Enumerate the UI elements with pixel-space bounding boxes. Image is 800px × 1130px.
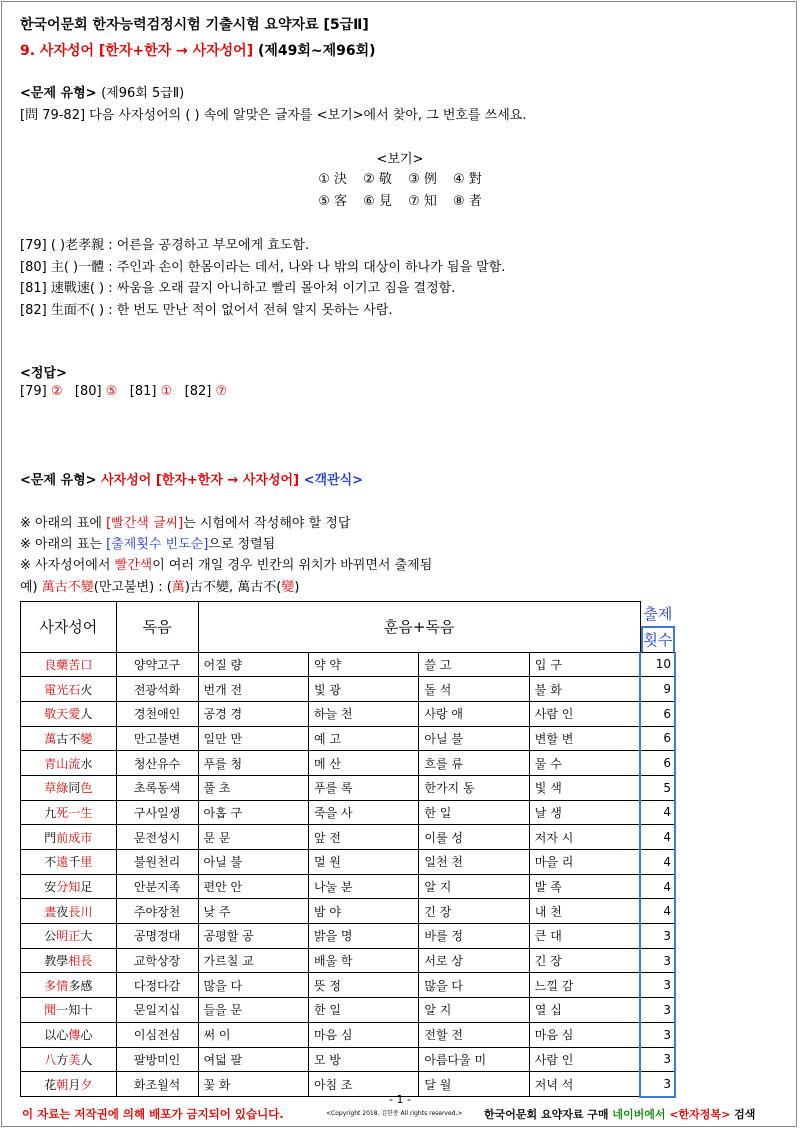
idiom-char: 古 [56, 731, 69, 746]
idiom-reading: 구사일생 [116, 800, 198, 825]
hun-eum: 일만 만 [198, 726, 308, 751]
hun-eum: 뜻 정 [308, 973, 418, 998]
example-red: 萬 [171, 580, 185, 595]
hun-eum: 한가지 동 [419, 775, 529, 800]
idiom-char-answer: 長 [68, 904, 81, 919]
example-text: )古不變, 萬古不( [184, 580, 282, 595]
section-title: 9. 사자성어 [한자+한자 → 사자성어] [20, 43, 254, 59]
problem1-type [20, 82, 184, 101]
table-row [21, 874, 676, 899]
idiom-word [21, 973, 117, 998]
hun-eum: 바를 정 [419, 924, 529, 949]
table-row [21, 1047, 676, 1072]
table-row [21, 998, 676, 1023]
hun-eum: 이룰 성 [419, 825, 529, 850]
idiom-word [21, 924, 117, 949]
hun-eum: 번개 전 [198, 677, 308, 702]
answer-num: [82] [184, 384, 212, 399]
hun-eum: 공경 경 [198, 701, 308, 726]
idiom-reading: 만고불변 [116, 726, 198, 751]
exam-count: 3 [640, 998, 675, 1023]
exam-count: 4 [640, 874, 675, 899]
table-body [21, 652, 676, 1097]
exam-count: 6 [640, 701, 675, 726]
page-number: - 1 - [389, 1093, 411, 1106]
idiom-char: 安 [44, 880, 57, 895]
idiom-reading: 양약고구 [116, 652, 198, 677]
hun-eum: 달 월 [419, 1072, 529, 1097]
hun-eum: 밤 야 [308, 899, 418, 924]
hun-eum: 아홉 구 [198, 800, 308, 825]
table-row [21, 899, 676, 924]
idiom-char: 千 [68, 855, 81, 870]
note-text: 는 시험에서 작성해야 할 정답 [183, 516, 351, 531]
idiom-char-answer: 萬 [44, 731, 57, 746]
table-row [21, 652, 676, 677]
exam-count: 10 [640, 652, 675, 677]
idiom-char: 方 [56, 1052, 69, 1067]
answer-value: ⑤ [105, 384, 118, 399]
exam-count: 3 [640, 973, 675, 998]
idiom-word [21, 751, 117, 776]
idiom-char-answer: 川 [80, 904, 93, 919]
hun-eum: 알 지 [419, 874, 529, 899]
hun-eum: 앞 전 [308, 825, 418, 850]
hun-eum: 저자 시 [529, 825, 640, 850]
hun-eum: 문 문 [198, 825, 308, 850]
idiom-char-answer: 夕 [80, 1077, 93, 1092]
bogi-option: ⑦ 知 [408, 194, 437, 209]
table-row [21, 850, 676, 875]
idiom-char: 不 [68, 731, 81, 746]
idiom-char-answer: 八 [44, 1052, 57, 1067]
note-highlight: 빨간색 [114, 558, 153, 573]
answer-value: ② [50, 384, 63, 399]
table-row [21, 701, 676, 726]
idiom-char-answer: 相 [68, 954, 81, 969]
hun-eum: 한 일 [419, 800, 529, 825]
idiom-char-answer: 晝 [44, 904, 57, 919]
idiom-char: 以 [44, 1028, 57, 1043]
hun-eum: 푸를 록 [308, 775, 418, 800]
exam-count: 3 [640, 1047, 675, 1072]
note-text: ※ 아래의 표에 [20, 516, 107, 531]
idiom-char-answer: 流 [68, 756, 81, 771]
hun-eum: 전할 전 [419, 1022, 529, 1047]
hun-eum: 많을 다 [198, 973, 308, 998]
idiom-char: 大 [80, 929, 93, 944]
note-text: 이 여러 개일 경우 빈칸의 위치가 바뀌면서 출제됨 [152, 558, 433, 573]
idiom-char-answer: 里 [80, 855, 93, 870]
bogi-option: ④ 對 [453, 172, 482, 187]
bogi-title: <보기> [376, 152, 424, 167]
idiom-char: 花 [44, 1077, 57, 1092]
table-row [21, 924, 676, 949]
question-item: [82] 生面不( ) : 한 번도 만난 적이 없어서 전혀 알지 못하는 사람. [20, 303, 393, 318]
hun-eum: 많을 다 [419, 973, 529, 998]
hun-eum: 서로 상 [419, 948, 529, 973]
purchase-naver: 네이버에서 [612, 1108, 670, 1121]
idiom-char-answer: 藥 [56, 657, 69, 672]
header-reading: 독음 [116, 602, 198, 653]
idiom-char: 月 [68, 1077, 81, 1092]
idiom-word [21, 1022, 117, 1047]
note-text: ※ 아래의 표는 [20, 537, 107, 552]
idiom-char: 知 [68, 1003, 81, 1018]
hun-eum: 돌 석 [419, 677, 529, 702]
problem2-type-title: 사자성어 [한자+한자 → 사자성어] [101, 473, 300, 488]
idiom-reading: 청산유수 [116, 751, 198, 776]
hun-eum: 아닐 불 [419, 726, 529, 751]
hun-eum: 사람 인 [529, 701, 640, 726]
idiom-char: 九 [44, 805, 57, 820]
hun-eum: 아름다울 미 [419, 1047, 529, 1072]
hun-eum: 마음 심 [308, 1022, 418, 1047]
hun-eum: 멀 원 [308, 850, 418, 875]
idiom-char-answer: 天 [56, 707, 69, 722]
answer-value: ⑦ [215, 384, 228, 399]
table-header-row [21, 602, 676, 653]
idiom-word [21, 825, 117, 850]
idiom-char-answer: 聞 [44, 1003, 57, 1018]
purchase-post: 검색 [730, 1108, 756, 1121]
idiom-word [21, 948, 117, 973]
idiom-reading: 교학상장 [116, 948, 198, 973]
note-3 [20, 554, 432, 573]
hun-eum: 죽을 사 [308, 800, 418, 825]
hun-eum: 들을 문 [198, 998, 308, 1023]
idiom-char: 感 [80, 978, 93, 993]
idiom-reading: 전광석화 [116, 677, 198, 702]
idiom-char: 門 [44, 830, 57, 845]
hun-eum: 저녁 석 [529, 1072, 640, 1097]
hun-eum: 마음 심 [529, 1022, 640, 1047]
exam-count: 4 [640, 825, 675, 850]
hun-eum: 일천 천 [419, 850, 529, 875]
header-count-1: 출제 [643, 604, 673, 623]
hun-eum: 입 구 [529, 652, 640, 677]
idiom-char-answer: 山 [56, 756, 69, 771]
idiom-word [21, 701, 117, 726]
section-heading [20, 40, 376, 60]
bogi-option: ⑥ 見 [363, 194, 392, 209]
idiom-char-answer: 苦 [68, 657, 81, 672]
idiom-char: 公 [44, 929, 57, 944]
idiom-char-answer: 變 [80, 731, 93, 746]
bogi-option: ⑤ 客 [318, 194, 347, 209]
problem1-type-label: <문제 유형> [20, 86, 97, 101]
example-text: (만고불변) : ( [93, 580, 172, 595]
idiom-char: 火 [80, 682, 93, 697]
bogi-row-1 [0, 168, 800, 187]
idiom-word [21, 998, 117, 1023]
idiom-char: 心 [56, 1028, 69, 1043]
problem2-type-label: <문제 유형> [20, 473, 97, 488]
idiom-reading: 주야장천 [116, 899, 198, 924]
purchase-keyword: <한자정복> [669, 1108, 731, 1121]
bogi-option: ② 敬 [363, 172, 392, 187]
table-row [21, 973, 676, 998]
exam-count: 6 [640, 726, 675, 751]
idiom-char: 水 [80, 756, 93, 771]
idiom-char-answer: 長 [80, 954, 93, 969]
exam-count: 3 [640, 924, 675, 949]
purchase-pre: 한국어문회 요약자료 구매 [484, 1108, 613, 1121]
table-row [21, 751, 676, 776]
idiom-reading: 화조월석 [116, 1072, 198, 1097]
hun-eum: 써 이 [198, 1022, 308, 1047]
table-row [21, 1022, 676, 1047]
question-item: [81] 速戰速( ) : 싸움을 오래 끌지 아니하고 빨리 몰아쳐 이기고 짐을 결정함. [20, 281, 456, 296]
hun-eum: 여덟 팔 [198, 1047, 308, 1072]
idiom-char-answer: 情 [56, 978, 69, 993]
hun-eum: 나눌 분 [308, 874, 418, 899]
hun-eum: 마을 리 [529, 850, 640, 875]
copyright-small: <Copyright 2018. 김한종 All rights reserved.> [326, 1110, 463, 1117]
section-range: (제49회~제96회) [257, 43, 376, 59]
idiom-char-answer: 遠 [56, 855, 69, 870]
idiom-char-answer: 美 [68, 1052, 81, 1067]
header-count [640, 602, 675, 653]
answer-num: [81] [129, 384, 157, 399]
hun-eum: 빛 색 [529, 775, 640, 800]
exam-count: 5 [640, 775, 675, 800]
idiom-char-answer: 傳 [68, 1028, 81, 1043]
question-item: [79] ( )老孝親 : 어른을 공경하고 부모에게 효도함. [20, 238, 310, 253]
idiom-char-answer: 良 [44, 657, 57, 672]
problem1-round: (제96회 5급Ⅱ) [101, 86, 185, 101]
hun-eum: 예 고 [308, 726, 418, 751]
example-text: 예) [20, 580, 42, 595]
hun-eum: 아닐 불 [198, 850, 308, 875]
hun-eum: 느낄 감 [529, 973, 640, 998]
hun-eum: 모 방 [308, 1047, 418, 1072]
idiom-char-answer: 死 [56, 805, 69, 820]
idiom-char: 人 [80, 707, 93, 722]
hun-eum: 밝을 명 [308, 924, 418, 949]
hun-eum: 큰 대 [529, 924, 640, 949]
exam-count: 3 [640, 1072, 675, 1097]
note-highlight: [출제횟수 빈도순] [106, 537, 209, 552]
idiom-char: 一 [56, 1003, 69, 1018]
idiom-char-answer: 口 [80, 657, 93, 672]
note-text: ※ 사자성어에서 [20, 558, 115, 573]
idiom-char-answer: 石 [68, 682, 81, 697]
bogi-option: ⑧ 者 [453, 194, 482, 209]
note-2 [20, 533, 275, 552]
hun-eum: 빛 광 [308, 677, 418, 702]
hun-eum: 편안 안 [198, 874, 308, 899]
exam-count: 4 [640, 850, 675, 875]
bogi-option: ① 決 [318, 172, 347, 187]
hun-eum: 사랑 애 [419, 701, 529, 726]
idiom-char: 不 [44, 855, 57, 870]
idiom-reading: 초록동색 [116, 775, 198, 800]
idiom-char-answer: 敬 [44, 707, 57, 722]
hun-eum: 흐를 류 [419, 751, 529, 776]
hun-eum: 하늘 천 [308, 701, 418, 726]
table-row [21, 677, 676, 702]
header-count-2: 횟수 [641, 626, 675, 652]
idiom-table [20, 601, 676, 1098]
bogi-row-2 [0, 190, 800, 209]
idiom-reading: 다정다감 [116, 973, 198, 998]
idiom-char-answer: 多 [44, 978, 57, 993]
answer-num: [79] [20, 384, 47, 399]
idiom-char-answer: 成 [68, 830, 81, 845]
idiom-char: 多 [68, 978, 81, 993]
hun-eum: 약 약 [308, 652, 418, 677]
idiom-char-answer: 朝 [56, 1077, 69, 1092]
hun-eum: 불 화 [529, 677, 640, 702]
hun-eum: 배울 학 [308, 948, 418, 973]
hun-eum: 낮 주 [198, 899, 308, 924]
idiom-char: 夜 [56, 904, 69, 919]
hun-eum: 아침 조 [308, 1072, 418, 1097]
exam-count: 4 [640, 800, 675, 825]
purchase-notice [484, 1106, 755, 1122]
exam-count: 3 [640, 1022, 675, 1047]
idiom-word [21, 850, 117, 875]
note-1 [20, 512, 350, 531]
hun-eum: 변할 변 [529, 726, 640, 751]
hun-eum: 어질 량 [198, 652, 308, 677]
idiom-reading: 팔방미인 [116, 1047, 198, 1072]
answers [20, 384, 227, 399]
idiom-char: 學 [56, 954, 69, 969]
idiom-char: 人 [80, 1052, 93, 1067]
idiom-word [21, 726, 117, 751]
idiom-reading: 안분지족 [116, 874, 198, 899]
hun-eum: 날 생 [529, 800, 640, 825]
idiom-word [21, 874, 117, 899]
example-text: ) [294, 580, 300, 595]
idiom-word [21, 899, 117, 924]
hun-eum: 열 십 [529, 998, 640, 1023]
idiom-char-answer: 綠 [56, 781, 69, 796]
example-line [20, 576, 299, 595]
exam-count: 6 [640, 751, 675, 776]
header-hun: 훈음+독음 [198, 602, 640, 653]
idiom-char: 十 [80, 1003, 93, 1018]
hun-eum: 꽃 화 [198, 1072, 308, 1097]
idiom-char-answer: 草 [44, 781, 57, 796]
hun-eum: 한 일 [308, 998, 418, 1023]
hun-eum: 쓸 고 [419, 652, 529, 677]
idiom-char-answer: 正 [68, 929, 81, 944]
idiom-char: 同 [68, 781, 81, 796]
answer-num: [80] [74, 384, 102, 399]
idiom-char-answer: 市 [80, 830, 93, 845]
idiom-char-answer: 明 [56, 929, 69, 944]
table-row [21, 726, 676, 751]
idiom-reading: 경천애인 [116, 701, 198, 726]
problem2-type [20, 469, 363, 488]
idiom-char: 心 [80, 1028, 93, 1043]
hun-eum: 가르칠 교 [198, 948, 308, 973]
idiom-word [21, 800, 117, 825]
hun-eum: 사람 인 [529, 1047, 640, 1072]
hun-eum: 알 지 [419, 998, 529, 1023]
problem2-type-kind: <객관식> [303, 473, 364, 488]
hun-eum: 풀 초 [198, 775, 308, 800]
example-red: 萬古不變 [41, 580, 94, 595]
idiom-reading: 불원천리 [116, 850, 198, 875]
idiom-char-answer: 光 [56, 682, 69, 697]
idiom-char-answer: 愛 [68, 707, 81, 722]
hun-eum: 발 족 [529, 874, 640, 899]
idiom-word [21, 677, 117, 702]
header-word: 사자성어 [21, 602, 117, 653]
hun-eum: 내 천 [529, 899, 640, 924]
idiom-char-answer: 一 [68, 805, 81, 820]
table-row [21, 800, 676, 825]
table-row [21, 948, 676, 973]
bogi-option: ③ 例 [408, 172, 437, 187]
table-row [21, 825, 676, 850]
exam-count: 4 [640, 899, 675, 924]
idiom-word [21, 775, 117, 800]
idiom-reading: 이심전심 [116, 1022, 198, 1047]
note-highlight: [빨간색 글씨] [106, 516, 184, 531]
hun-eum: 긴 장 [419, 899, 529, 924]
idiom-reading: 문일지십 [116, 998, 198, 1023]
answer-value: ① [160, 384, 173, 399]
idiom-word [21, 652, 117, 677]
hun-eum: 푸를 청 [198, 751, 308, 776]
idiom-word [21, 1047, 117, 1072]
exam-count: 3 [640, 948, 675, 973]
idiom-char-answer: 分 [56, 880, 69, 895]
exam-count: 9 [640, 677, 675, 702]
idiom-char: 足 [80, 880, 93, 895]
note-text: 으로 정렬됨 [208, 537, 276, 552]
idiom-char-answer: 生 [80, 805, 93, 820]
answer-label: <정답> [20, 366, 67, 381]
table-row [21, 775, 676, 800]
idiom-char-answer: 電 [44, 682, 57, 697]
hun-eum: 메 산 [308, 751, 418, 776]
hun-eum: 물 수 [529, 751, 640, 776]
idiom-reading: 공명정대 [116, 924, 198, 949]
idiom-char-answer: 色 [80, 781, 93, 796]
example-red: 變 [281, 580, 295, 595]
idiom-char-answer: 知 [68, 880, 81, 895]
question-item: [80] 主( )一體 : 주인과 손이 한몸이라는 데서, 나와 나 밖의 대상이 하나가 됨을 말함. [20, 260, 506, 275]
doc-title: 한국어문회 한자능력검정시험 기출시험 요약자료 [5급Ⅱ] [20, 17, 369, 33]
idiom-char: 教 [44, 954, 57, 969]
copyright-notice: 이 자료는 저작권에 의해 배포가 금지되어 있습니다. [22, 1107, 284, 1121]
hun-eum: 긴 장 [529, 948, 640, 973]
idiom-char-answer: 前 [56, 830, 69, 845]
hun-eum: 공평할 공 [198, 924, 308, 949]
problem1-question: [問 79-82] 다음 사자성어의 ( ) 속에 알맞은 글자를 <보기>에서 찾아, 그 번호를 쓰세요. [20, 108, 527, 123]
idiom-char-answer: 青 [44, 756, 57, 771]
idiom-reading: 문전성시 [116, 825, 198, 850]
